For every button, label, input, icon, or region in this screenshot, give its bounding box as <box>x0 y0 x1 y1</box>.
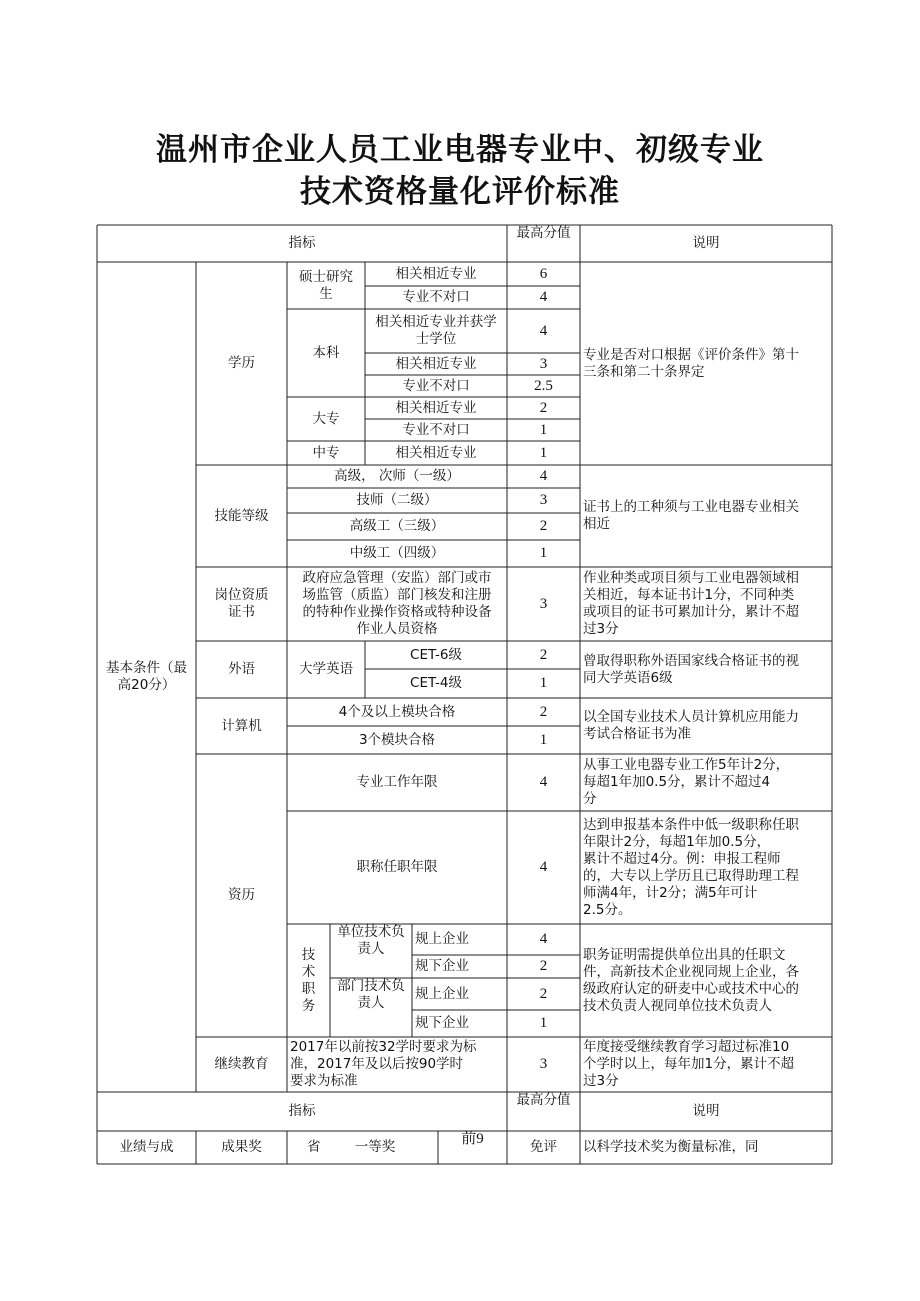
post-cert-label: 岗位资质 证书 <box>214 587 269 620</box>
college-unrelated-score: 1 <box>539 421 548 438</box>
basic-conditions-category: 基本条件（最 高20分） <box>106 660 187 693</box>
bachelor-unrelated: 专业不对口 <box>402 377 470 394</box>
cet6-score: 2 <box>539 646 548 663</box>
bachelor-label: 本科 <box>312 344 340 361</box>
cet6-label: CET-6级 <box>410 646 462 663</box>
tech-post-note: 职务证明需提供单位出具的任职文 件，高新技术企业视同规上企业，各 级政府认定的研麦中心或技术中心的 技术负责人视同单位技术负责人 <box>583 946 799 1014</box>
continuing-education-note: 年度接受继续教育学习超过标准10 个学时以上，每年加1分，累计不超 过3分 <box>583 1039 795 1089</box>
title-years-note: 达到申报基本条件中低一级职称任职 年限计2分，每超1年加0.5分， 累计不超过4分。例：申报工程师 的，大专以上学历且已取得助理工程 师满4年，计2分；满5年可计 2.5分。 <box>583 816 799 918</box>
award-note: 以科学技术奖为衡量标准，同 <box>583 1139 759 1155</box>
header-max-score: 最高分值 <box>516 225 571 241</box>
bachelor-related-degree: 相关相近专业并获学 士学位 <box>375 314 497 347</box>
college-related-score: 2 <box>539 399 548 416</box>
continuing-education-label: 继续教育 <box>214 1056 269 1072</box>
post-cert-score: 3 <box>539 595 548 612</box>
cet4-label: CET-4级 <box>410 675 462 691</box>
experience-label: 资历 <box>228 887 255 903</box>
computer-note: 以全国专业技术人员计算机应用能力 考试合格证书为准 <box>583 709 799 742</box>
work-years-note: 从事工业电器专业工作5年计2分， 每超1年加0.5分，累计不超过4 分 <box>583 757 790 807</box>
dept-below-scale-score: 1 <box>539 1015 548 1031</box>
unit-tech-head-label: 单位技术负 责人 <box>337 924 405 957</box>
master-related-score: 6 <box>539 265 548 282</box>
skill-level-label: 技能等级 <box>214 507 269 524</box>
award-max-score: 免评 <box>530 1139 557 1155</box>
master-label: 硕士研究 生 <box>299 268 353 302</box>
master-related: 相关相近专业 <box>395 265 477 282</box>
skill-level-name: 高级工（三级） <box>349 518 445 534</box>
unit-above-scale-score: 4 <box>539 931 548 947</box>
computer-label: 计算机 <box>221 717 262 734</box>
skill-level-name: 技师（二级） <box>356 492 438 508</box>
language-note: 曾取得职称外语国家线合格证书的视 同大学英语6级 <box>583 652 799 686</box>
dept-above-scale-score: 2 <box>539 985 548 1002</box>
college-label: 大专 <box>312 410 340 427</box>
skill-level-note: 证书上的工种须与工业电器专业相关 相近 <box>583 499 799 532</box>
master-unrelated-score: 4 <box>539 289 548 305</box>
header-explanation: 说明 <box>692 235 720 251</box>
header-max-score-repeat: 最高分值 <box>516 1092 571 1108</box>
college-unrelated: 专业不对口 <box>402 421 470 438</box>
language-sub: 大学英语 <box>299 661 353 677</box>
education-note: 专业是否对口根据《评价条件》第十 三条和第二十条界定 <box>583 346 799 380</box>
bachelor-related-score: 3 <box>539 355 548 372</box>
computer-four-score: 2 <box>539 703 548 720</box>
unit-below-scale-score: 2 <box>539 958 548 974</box>
bachelor-related-degree-score: 4 <box>539 322 548 339</box>
computer-three-modules: 3个模块合格 <box>358 731 436 748</box>
tech-post-label: 技 术 职 务 <box>301 946 316 1014</box>
title-years-label: 职称任职年限 <box>356 859 438 875</box>
education-label: 学历 <box>228 355 255 371</box>
master-unrelated: 专业不对口 <box>402 289 470 305</box>
language-label: 外语 <box>228 661 255 677</box>
skill-level-score: 1 <box>539 545 548 561</box>
title-years-score: 4 <box>539 859 548 875</box>
performance-category: 业绩与成 <box>119 1139 174 1155</box>
secondary-related-score: 1 <box>539 444 548 461</box>
header-indicator: 指标 <box>288 235 316 251</box>
computer-four-modules: 4个及以上模块合格 <box>338 703 456 720</box>
award-first-prize: 一等奖 <box>354 1139 396 1155</box>
post-cert-desc: 政府应急管理（安监）部门或市 场监管（质监）部门核发和注册 的特种作业操作资格或特种设备 作业人员资格 <box>302 570 492 637</box>
skill-level-score: 2 <box>539 518 548 534</box>
continuing-education-desc: 2017年以前按32学时要求为标 准，2017年及以后按90学时 要求为标准 <box>290 1039 477 1089</box>
skill-level-name: 中级工（四级） <box>349 545 445 561</box>
unit-below-scale-label: 规下企业 <box>415 958 469 974</box>
skill-level-score: 4 <box>539 468 548 484</box>
dept-below-scale-label: 规下企业 <box>415 1015 469 1031</box>
secondary-label: 中专 <box>312 444 340 461</box>
bachelor-related: 相关相近专业 <box>395 355 477 372</box>
skill-level-name: 高级， 次师（一级） <box>334 468 460 484</box>
document-title-line1: 温州市企业人员工业电器专业中、初级专业 <box>156 132 764 168</box>
award-rank: 前9 <box>461 1131 484 1147</box>
work-years-label: 专业工作年限 <box>356 774 438 790</box>
post-cert-note: 作业种类或项目须与工业电器领域相 关相近，每本证书计1分，不同种类 或项目的证书可累加计分，累计不超 过3分 <box>583 570 799 637</box>
dept-above-scale-label: 规上企业 <box>415 985 469 1002</box>
header-explanation-repeat: 说明 <box>692 1103 720 1119</box>
continuing-education-score: 3 <box>539 1056 548 1072</box>
cet4-score: 1 <box>539 675 548 691</box>
document-title-line2: 技术资格量化评价标准 <box>300 174 620 210</box>
dept-tech-head-label: 部门技术负 责人 <box>337 978 405 1011</box>
header-indicator-repeat: 指标 <box>288 1103 316 1119</box>
computer-three-score: 1 <box>539 731 548 748</box>
award-province: 省 <box>307 1139 321 1155</box>
college-related: 相关相近专业 <box>395 399 477 416</box>
skill-level-score: 3 <box>539 492 548 508</box>
achievement-award-label: 成果奖 <box>221 1139 262 1155</box>
unit-above-scale-label: 规上企业 <box>415 931 469 947</box>
bachelor-unrelated-score: 2.5 <box>534 377 553 394</box>
work-years-score: 4 <box>539 774 548 790</box>
secondary-related: 相关相近专业 <box>395 444 477 461</box>
